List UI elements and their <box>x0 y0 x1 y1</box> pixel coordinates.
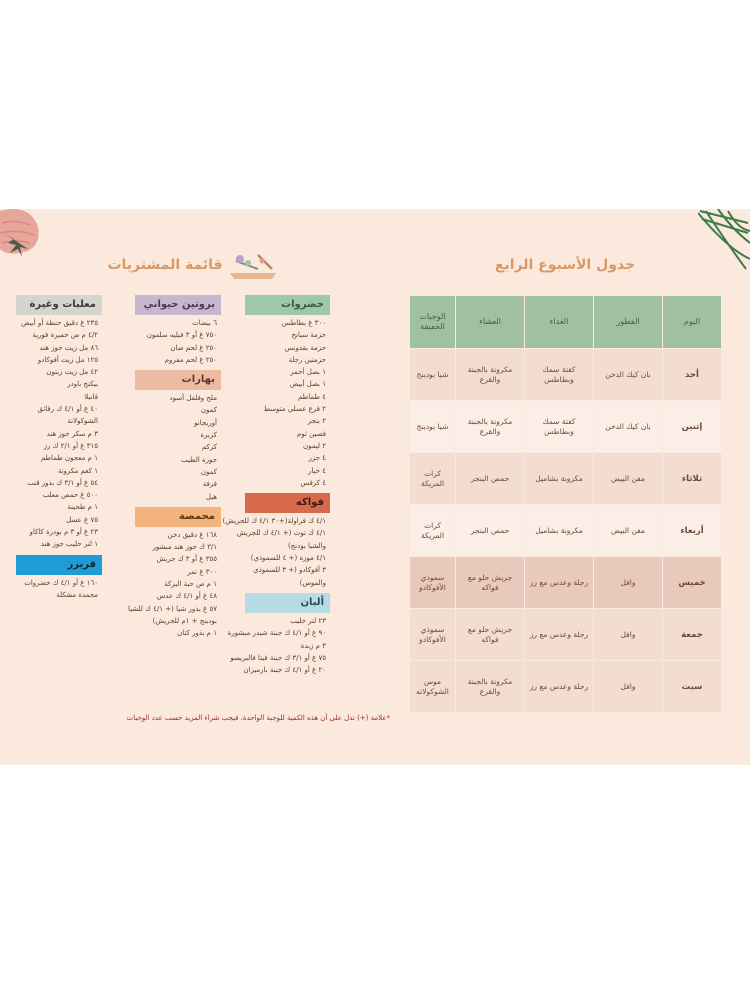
list-item: حزمتين رجلة <box>288 355 326 364</box>
list-item: ٣٥٥ غ أو ٣ ك جريش <box>156 555 217 564</box>
header-dinner: العشاء <box>456 296 525 349</box>
list-item: والشيا بودنج) <box>287 541 326 550</box>
category-freezer: فريزر <box>16 555 102 575</box>
list-item: ١ م معجون طماطم <box>40 454 98 463</box>
list-item: حزمة بقدونس <box>284 343 326 352</box>
breakfast-cell: بان كيك الدخن <box>594 401 663 453</box>
list-item: ٧٥٠ غ أو ٣ فيليه سلمون <box>146 331 217 340</box>
list-item: ١ بصل أبيض <box>289 380 326 389</box>
list-item: كركم <box>201 443 217 452</box>
list-item: ٢ قرع عسلي متوسط <box>263 405 326 414</box>
list-item: ٤ جزر <box>308 454 326 463</box>
breakfast-cell: وافل <box>594 609 663 661</box>
day-cell: أحد <box>663 349 722 401</box>
day-cell: خميس <box>663 557 722 609</box>
shopping-list-title: قائمة المشتريات <box>107 257 223 273</box>
list-item: أوريجانو <box>194 418 217 427</box>
day-cell: ثلاثاء <box>663 453 722 505</box>
category-fruits: فواكه <box>245 493 330 513</box>
list-item: ٩٠ غ أو ٤/١ ك جبنة شيدر مبشورة <box>227 629 326 638</box>
list-item: ١ م ص حبة البركة <box>164 580 217 589</box>
dinner-cell: جريش حلو مع فواكه <box>456 557 525 609</box>
list-item: ٢٥٠ غ لحم ضان <box>170 343 217 352</box>
day-cell: أربعاء <box>663 505 722 557</box>
dinner-cell: مكرونة بالجبنة والقرع <box>456 349 525 401</box>
table-row <box>410 505 722 557</box>
list-item: كزبرة <box>200 431 217 440</box>
list-item: ٢٣٥ غ دقيق حنطة أو أبيض <box>21 319 98 327</box>
list-item: جوزة الطيب <box>180 455 217 464</box>
breakfast-cell: بان كيك الدخن <box>594 349 663 401</box>
table-row <box>410 557 722 609</box>
list-item: كمون <box>200 467 217 476</box>
header-lunch: الغداء <box>525 296 594 349</box>
list-item: ١٢٥ مل زيت أفوكادو <box>37 355 98 364</box>
breakfast-cell: وافل <box>594 557 663 609</box>
list-item: ٣/١ ك جوز هند مبشور <box>152 543 217 552</box>
lunch-cell: رجلة وعدس مع رز <box>525 557 594 609</box>
category-dairy: ألبان <box>245 593 330 613</box>
dinner-cell: حمص البنجر <box>456 505 525 557</box>
list-item: بيكنج باودر <box>67 380 98 389</box>
list-item: ٤٢ مل زيت زيتون <box>46 368 98 377</box>
snack-cell: شيا بودينج <box>410 349 456 401</box>
list-item: ٥٧ غ بذور شيا (+ ٤/١ ك للشيا <box>128 604 217 613</box>
category-canned-misc: معلبات وغيرة <box>16 295 102 315</box>
shopping-column-2 <box>128 295 221 640</box>
list-item: فانيلا <box>84 392 98 401</box>
snack-cell: شيا بودينج <box>410 401 456 453</box>
list-item: والموس) <box>299 578 326 587</box>
list-item: ٤/١ ك توت (+ ٤/١ ك للجريش <box>236 529 326 538</box>
list-item: كمون <box>200 406 217 415</box>
lunch-cell: رجلة وعدس مع رز <box>525 609 594 661</box>
list-item: ٥٤ غ أو ٣/١ ك بذور قنب <box>27 478 98 487</box>
dinner-cell: مكرونة بالجبنة والقرع <box>456 661 525 713</box>
list-item: ٢ ليمون <box>302 441 326 450</box>
list-item: ١ بصل أحمر <box>290 368 326 377</box>
shopping-column-3 <box>16 295 102 601</box>
footnote: *علامة (+) تدل على أن هذه الكمية للوجبة الواحدة، فيجب شراء المزيد حسب عدد الوجبات <box>126 714 390 722</box>
list-item: ٥٠٠ غ حمص معلب <box>42 491 98 500</box>
snack-cell: كرات المريكة <box>410 453 456 505</box>
tomato-illustration <box>0 209 48 261</box>
list-item: ٢٠ غ أو ٤/١ ك جبنة بارميزان <box>243 666 326 675</box>
table-row <box>410 349 722 401</box>
header-snacks: الوجبات الخفيفة <box>410 296 456 349</box>
table-row <box>410 661 722 713</box>
table-row <box>410 609 722 661</box>
list-item: ٤ طماطم <box>298 392 326 401</box>
recipe-spread <box>0 209 750 765</box>
list-item: ٧٥ غ عسل <box>66 515 98 524</box>
list-item: ١ كغم مكرونة <box>57 466 98 475</box>
list-item: ٤/١ ك فراولة(+٣٠ ٤/١ ك للجريش) <box>222 517 326 526</box>
lunch-cell: رجلة وعدس مع رز <box>525 661 594 713</box>
breakfast-cell: مفن البيض <box>594 453 663 505</box>
list-item: ملح وفلفل أسود <box>169 394 217 403</box>
dinner-cell: جريش حلو مع فواكه <box>456 609 525 661</box>
table-row <box>410 453 722 505</box>
list-item: ٣ م زبدة <box>300 641 326 650</box>
list-item: ٤/٢ م ص خميرة فورية <box>32 331 98 340</box>
list-item: ٣ أفوكادو (+ ٣ للسموذي <box>253 566 326 575</box>
list-item: ١٦٨ غ دقيق دخن <box>167 530 217 539</box>
list-item: هيل <box>205 492 217 501</box>
list-item: فصين ثوم <box>297 429 326 438</box>
list-item: ٢ بنجر <box>307 417 326 426</box>
scribble-illustration <box>698 209 750 271</box>
list-item: ١ م طحينة <box>67 503 98 512</box>
breakfast-cell: مفن البيض <box>594 505 663 557</box>
snack-cell: كرات المريكة <box>410 505 456 557</box>
day-cell: سبت <box>663 661 722 713</box>
schedule-title: جدول الأسبوع الرابع <box>494 257 636 273</box>
list-item: ٤/١ موزة (+ ٤ للسموذي) <box>250 554 326 563</box>
list-item: مجمدة مشكلة <box>56 590 98 599</box>
category-animal-protein: بروتين حيواني <box>135 295 221 315</box>
table-row <box>410 401 722 453</box>
list-item: ٤ كرفس <box>300 478 326 487</box>
dinner-cell: حمص البنجر <box>456 453 525 505</box>
shopping-column-1 <box>222 295 330 676</box>
category-vegetables: خضروات <box>245 295 330 315</box>
day-cell: جمعة <box>663 609 722 661</box>
list-item: ٨٦ مل زيت جوز هند <box>39 343 98 352</box>
lunch-cell: مكرونة بشاميل <box>525 505 594 557</box>
list-item: ٤٠ غ أو ٤/١ ك رقائق <box>37 405 98 414</box>
list-item: ٢٣ غ أو ٣ م بودرة كاكاو <box>29 528 98 537</box>
header-breakfast: الفطور <box>594 296 663 349</box>
breakfast-cell: وافل <box>594 661 663 713</box>
list-item: حزمة سبانخ <box>291 331 326 340</box>
list-item: بودينج + ١م للجريش) <box>152 616 217 625</box>
day-cell: إثنين <box>663 401 722 453</box>
category-roastery: محمصة <box>135 507 221 527</box>
category-spices: بهارات <box>135 370 221 390</box>
list-item: ٧٥ غ أو ٣/١ ك جبنة فيتا فالبريسو <box>230 653 326 662</box>
list-item: ٣٠٠ غ بطاطس <box>281 319 326 327</box>
snack-cell: سموذي الأفوكادو <box>410 557 456 609</box>
dinner-cell: مكرونة بالجبنة والقرع <box>456 401 525 453</box>
meal-schedule-table <box>409 295 722 713</box>
header-day: اليوم <box>663 296 722 349</box>
list-item: ١٦٠ غ أو ٤/١ ك خضروات <box>24 578 98 587</box>
list-item: ٣ م سكر جوز هند <box>46 429 98 438</box>
list-item: ٢٣ لتر حليب <box>290 616 326 625</box>
list-item: ٤٨ غ أو ٤/١ ك عدس <box>156 592 217 601</box>
list-item: ٣١٥ غ أو ٢/١ ك رز <box>43 441 98 450</box>
list-item: ٦ بيضات <box>192 319 217 327</box>
table-header-row <box>410 296 722 349</box>
list-item: ٣٠٠ غ تمر <box>187 567 217 576</box>
list-item: الشوكولاتة <box>67 417 98 426</box>
snack-cell: سموذي الأفوكادو <box>410 609 456 661</box>
snack-cell: موس الشوكولاته <box>410 661 456 713</box>
lunch-cell: مكرونة بشاميل <box>525 453 594 505</box>
list-item: قرفة <box>202 480 217 489</box>
list-item: ٢٥٠ غ لحم مفروم <box>164 355 217 364</box>
list-item: ١ لتر حليب جوز هند <box>40 540 98 549</box>
cutting-board-icon <box>228 247 280 283</box>
list-item: ٤ خيار <box>308 466 326 475</box>
lunch-cell: كفتة سمك وبطاطس <box>525 349 594 401</box>
lunch-cell: كفتة سمك وبطاطس <box>525 401 594 453</box>
list-item: ١ م بذور كتان <box>177 629 217 638</box>
